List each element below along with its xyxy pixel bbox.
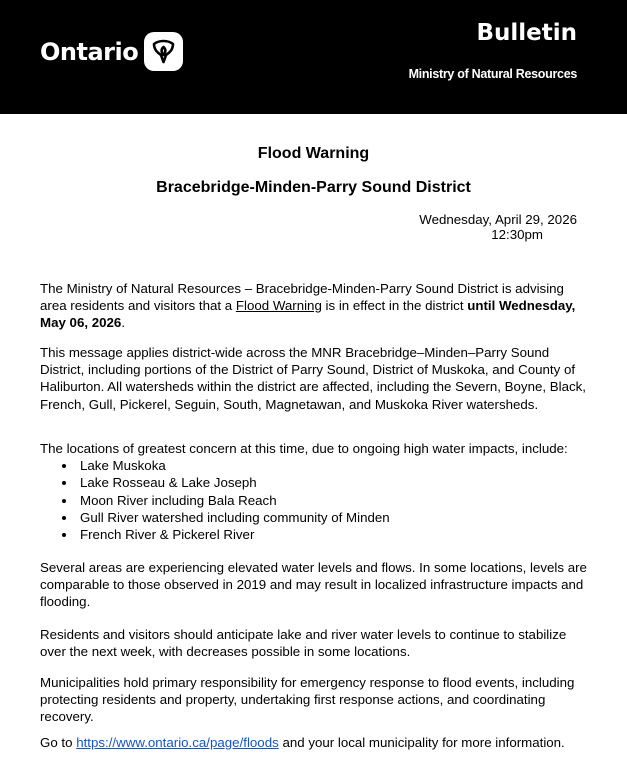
paragraph-advisory [40, 280, 588, 332]
issue-date: Wednesday, April 29, 2026 [419, 212, 577, 227]
floods-page-link[interactable]: https://www.ontario.ca/page/floods [76, 735, 279, 750]
more-info-suffix: and your local municipality for more information. [278, 735, 565, 750]
paragraph-more-info [40, 734, 588, 751]
flood-warning-link[interactable]: Flood Warning [235, 298, 322, 314]
issue-time: 12:30pm [491, 227, 543, 242]
scope-text: This message applies district-wide across the MNR Bracebridge–Minden–Parry Sound District, including portions of the District of Parry Sound, District of Muskoka, and County of Haliburton. All watersheds within the district are affected, including the Severn, Boyne, Black, French, Gull, Pickerel, Seguin, South, Magnetawan, and Muskoka River watersheds. [40, 345, 586, 412]
logo-text: Ontario [40, 37, 139, 66]
advisory-until-date: until Wednesday, May 06, 2026 [40, 298, 576, 331]
municipalities-text: Municipalities hold primary responsibility for emergency response to flood events, including protecting residents and property, undertaking first response actions, and coordinating recovery. [40, 675, 575, 725]
list-item: Lake Rosseau & Lake Joseph [40, 474, 588, 491]
outlook-text: Residents and visitors should anticipate lake and river water levels to continue to stabilize over the next week, with decreases possible in some locations. [40, 627, 567, 660]
locations-intro: The locations of greatest concern at this time, due to ongoing high water impacts, include: [40, 441, 568, 456]
page-title: Flood Warning [257, 145, 370, 162]
district-title: Bracebridge-Minden-Parry Sound District [156, 179, 471, 196]
ministry-name: Ministry of Natural Resources [408, 67, 577, 81]
list-item: Gull River watershed including community of Minden [40, 509, 588, 526]
bulletin-header [0, 0, 627, 114]
bulletin-label: Bulletin [476, 20, 577, 46]
locations-section [40, 440, 588, 543]
list-item: Lake Muskoka [40, 457, 588, 474]
more-info-prefix: Go to [40, 735, 77, 750]
locations-list [40, 457, 588, 543]
advisory-text-2: is in effect in the district [321, 298, 468, 314]
paragraph-scope [40, 344, 588, 413]
paragraph-municipalities [40, 674, 588, 726]
paragraph-outlook [40, 626, 588, 660]
advisory-end: . [121, 315, 126, 331]
ontario-logo [40, 32, 183, 71]
list-item: Moon River including Bala Reach [40, 492, 588, 509]
conditions-text: Several areas are experiencing elevated water levels and flows. In some locations, levels are comparable to those observed in 2019 and may result in localized infrastructure impacts and flooding. [40, 560, 587, 610]
list-item: French River & Pickerel River [40, 526, 588, 543]
paragraph-conditions [40, 559, 588, 611]
trillium-icon [144, 32, 183, 71]
dateline [419, 212, 577, 242]
advisory-text-1: The Ministry of Natural Resources – Bracebridge-Minden-Parry Sound District is advising area residents and visitors that a [40, 281, 564, 314]
